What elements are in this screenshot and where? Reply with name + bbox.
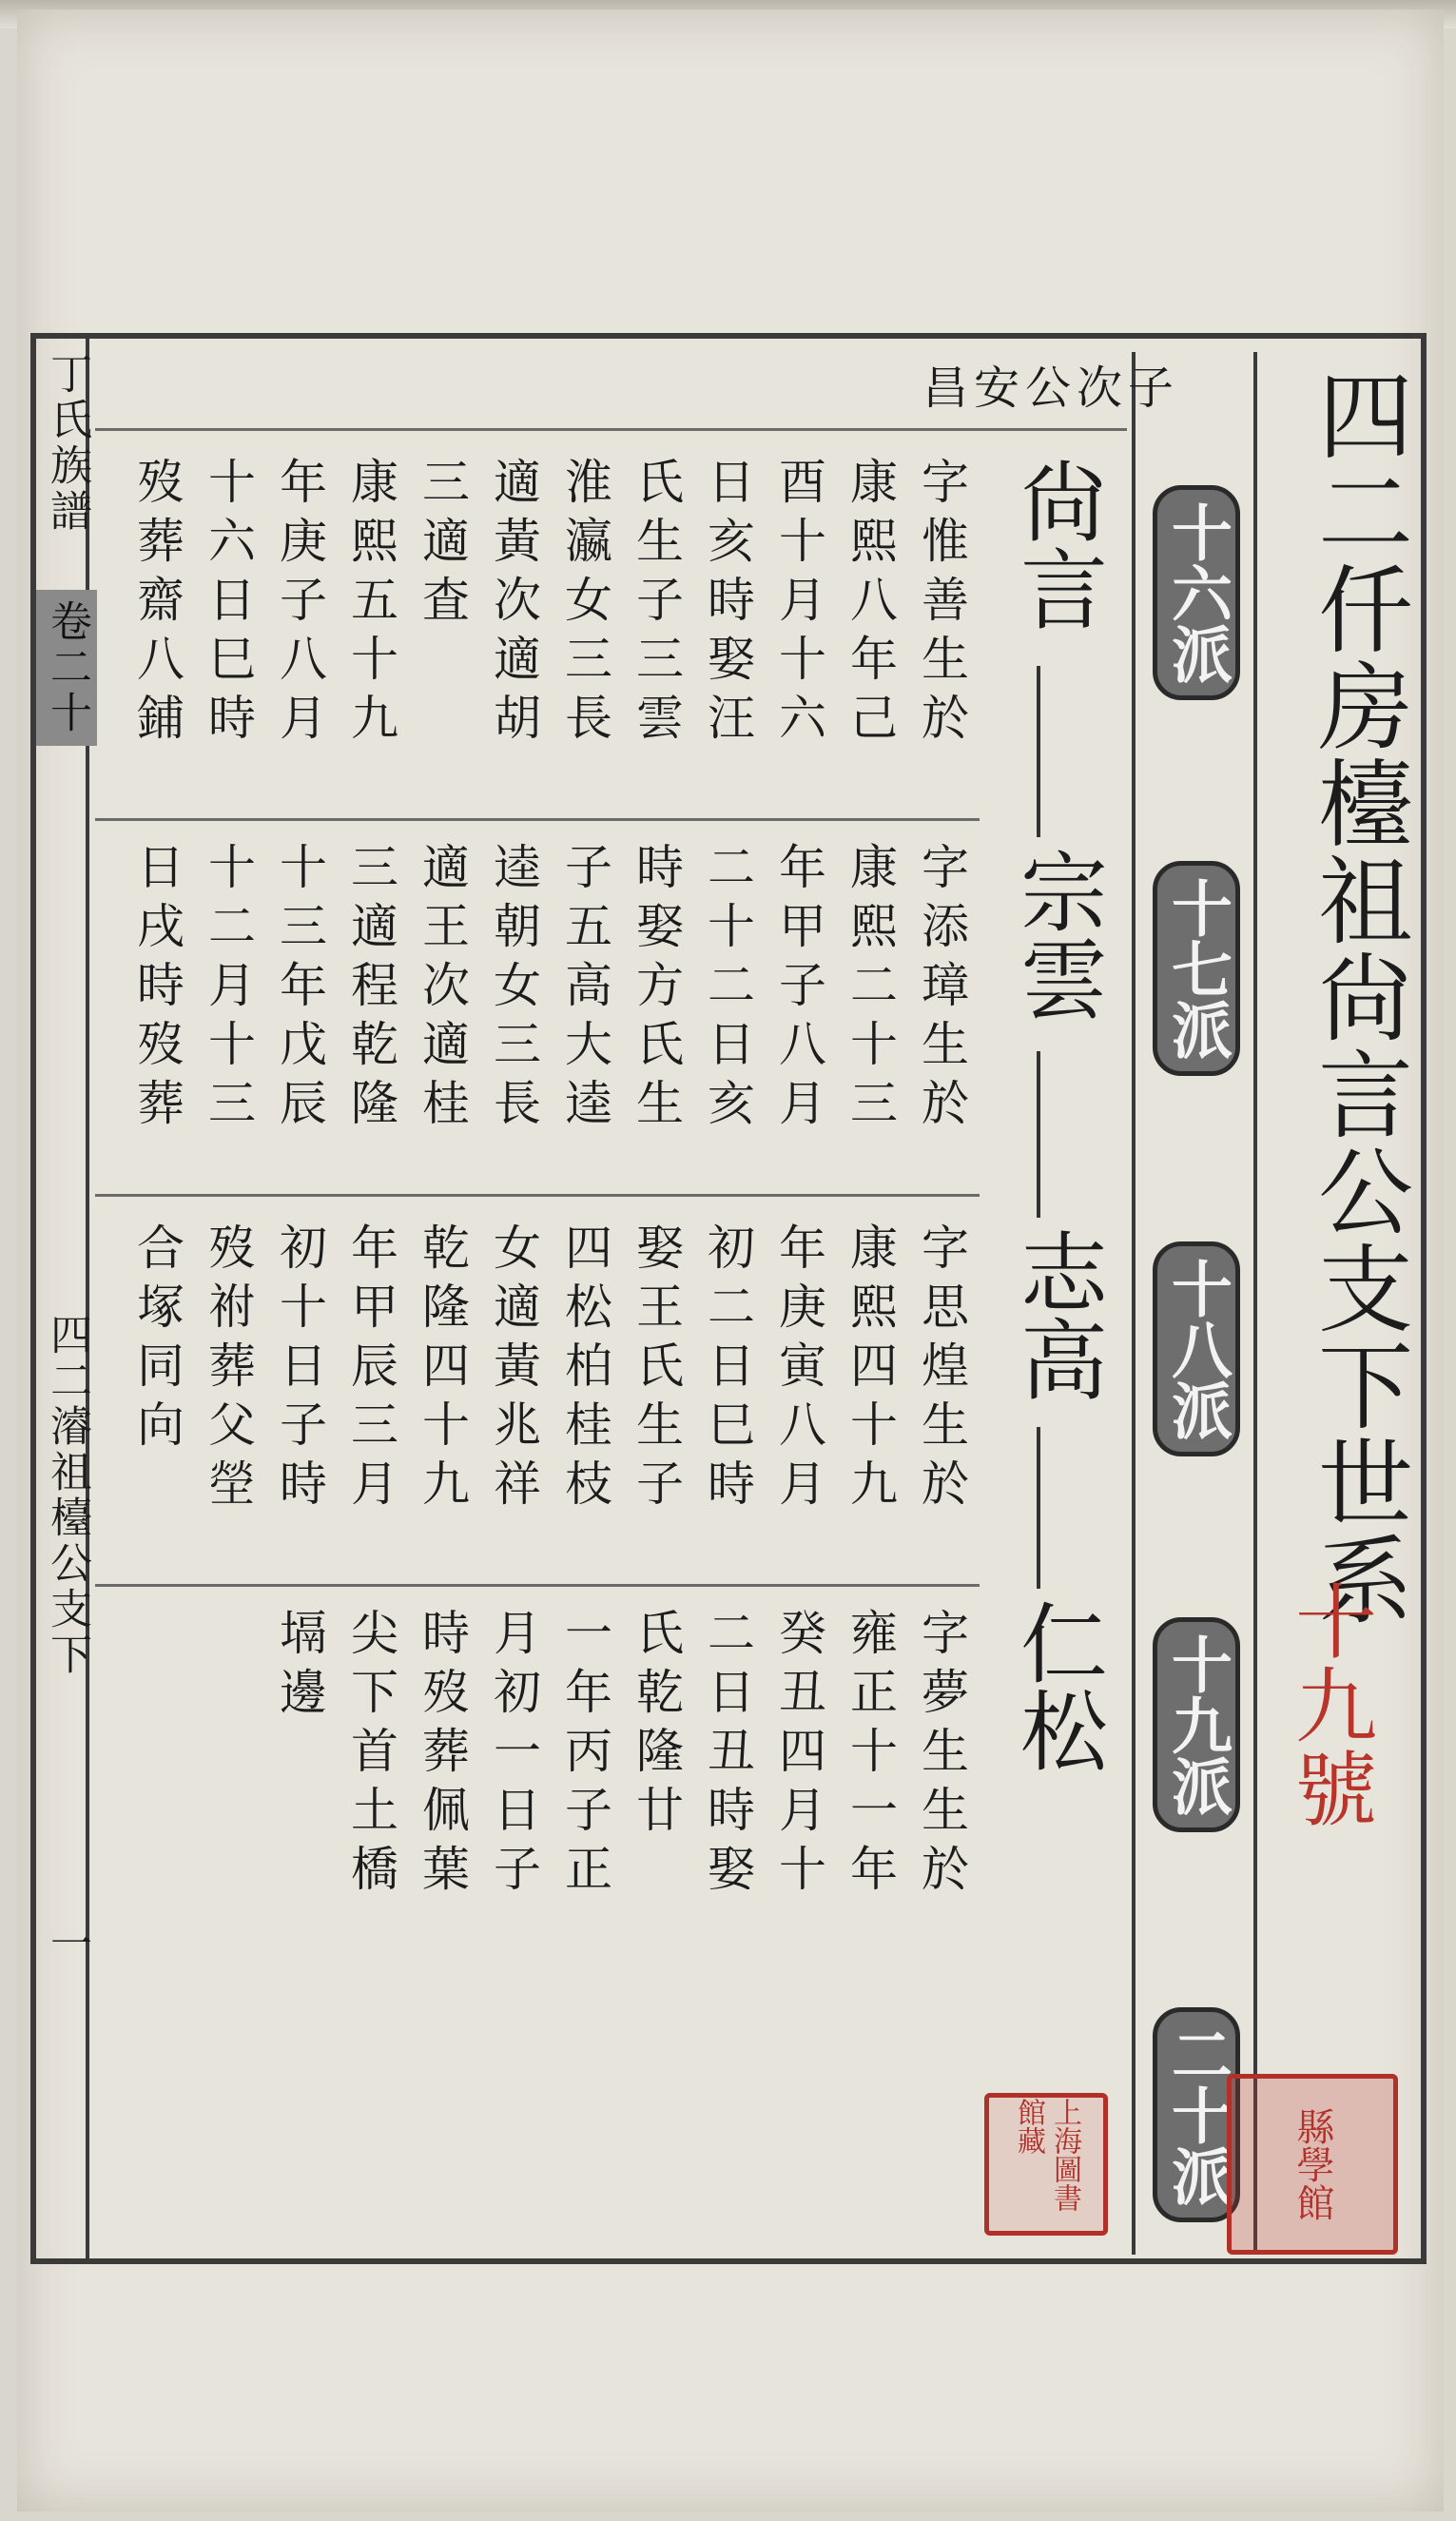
lineage-connector [1037,1427,1040,1589]
bio-line: 康熙五十九 [343,457,398,752]
bio-line: 時娶方氏生 [629,842,684,1137]
bio-line: 十二月十三 [201,842,256,1137]
bio-line: 日亥時娶汪 [700,457,755,752]
bio-line: 適王次適桂 [415,842,470,1137]
generation-badge-16: 十六派 [1153,485,1240,700]
bio-line: 初十日子時 [272,1222,327,1517]
row-separator [95,1584,980,1587]
bio-line: 年庚子八月 [272,457,327,752]
bio-line: 子五高大逵 [557,842,612,1137]
spine-volume: 卷二十 [36,590,97,746]
bio-line: 十三年戊辰 [272,842,327,1137]
library-seal: 上海圖書館藏 [984,2093,1108,2236]
bio-line: 年庚寅八月 [771,1222,826,1517]
red-seal: 縣學館 [1227,2074,1398,2255]
person-name-shangyan: 尙言 [1006,457,1108,632]
bio-line: 年甲子八月 [771,842,826,1137]
bio-line: 塥邊 [272,1608,327,1726]
bio-line: 初二日巳時 [700,1222,755,1517]
generation-divider [1132,352,1136,2255]
title-divider [1253,352,1257,2255]
bio-line: 月初一日子 [486,1608,541,1903]
lineage-connector [1037,1051,1040,1218]
bio-line: 娶王氏生子 [629,1222,684,1517]
bio-line: 字添璋生於 [914,842,969,1137]
person-name-zhigao: 志高 [1006,1227,1108,1402]
person-name-rensong: 仁松 [1006,1598,1108,1773]
red-annotation: 十九號 [1281,1579,1376,1830]
bio-line: 三適査 [415,457,470,634]
bio-line: 尖下首土橋 [343,1608,398,1903]
bio-line: 適黃次適胡 [486,457,541,752]
row-separator [95,1194,980,1197]
bio-line: 歿葬齋八鋪 [129,457,184,752]
bio-line: 合塚同向 [129,1222,184,1458]
bio-line: 一年丙子正 [557,1608,612,1903]
header-note: 昌安公次子 [922,362,1180,415]
bio-line: 乾隆四十九 [415,1222,470,1517]
bio-line: 四松柏桂枝 [557,1222,612,1517]
spine-section: 四二濬祖檯公支下 [43,1313,91,1678]
bio-line: 日戌時歿葬 [129,842,184,1137]
bio-line: 雍正十一年 [843,1608,898,1903]
lineage-connector [1037,666,1040,837]
bio-line: 字惟善生於 [914,457,969,752]
page-title: 四二仟房檯祖尙言公支下世系 [1302,366,1413,1628]
bio-line: 酉十月十六 [771,457,826,752]
bio-line: 康熙二十三 [843,842,898,1137]
generation-badge-19: 十九派 [1153,1617,1240,1832]
bio-line: 二十二日亥 [700,842,755,1137]
generation-badge-20: 二十派 [1153,2007,1240,2222]
bio-line: 字思煌生於 [914,1222,969,1517]
bio-line: 十六日巳時 [201,457,256,752]
person-name-zongyun: 宗雲 [1006,847,1108,1022]
bio-line: 癸丑四月十 [771,1608,826,1903]
bio-line: 三適程乾隆 [343,842,398,1137]
spine-page-number: 一 [43,1922,91,1967]
generation-badge-17: 十七派 [1153,861,1240,1076]
bio-line: 二日丑時娶 [700,1608,755,1903]
bio-line: 年甲辰三月 [343,1222,398,1517]
bio-line: 逵朝女三長 [486,842,541,1137]
bio-line: 女適黃兆祥 [486,1222,541,1517]
bio-line: 字夢生生於 [914,1608,969,1903]
row-separator [95,818,980,821]
bio-line: 氏乾隆廿 [629,1608,684,1844]
bio-line: 康熙四十九 [843,1222,898,1517]
header-rule [95,428,1127,431]
bio-line: 時歿葬佩葉 [415,1608,470,1903]
bio-line: 淮瀛女三長 [557,457,612,752]
bio-line: 康熙八年己 [843,457,898,752]
bio-line: 歿祔葬父塋 [201,1222,256,1517]
bio-line: 氏生子三雲 [629,457,684,752]
spine-book-title: 丁氏族譜 [43,352,91,535]
generation-badge-18: 十八派 [1153,1241,1240,1456]
